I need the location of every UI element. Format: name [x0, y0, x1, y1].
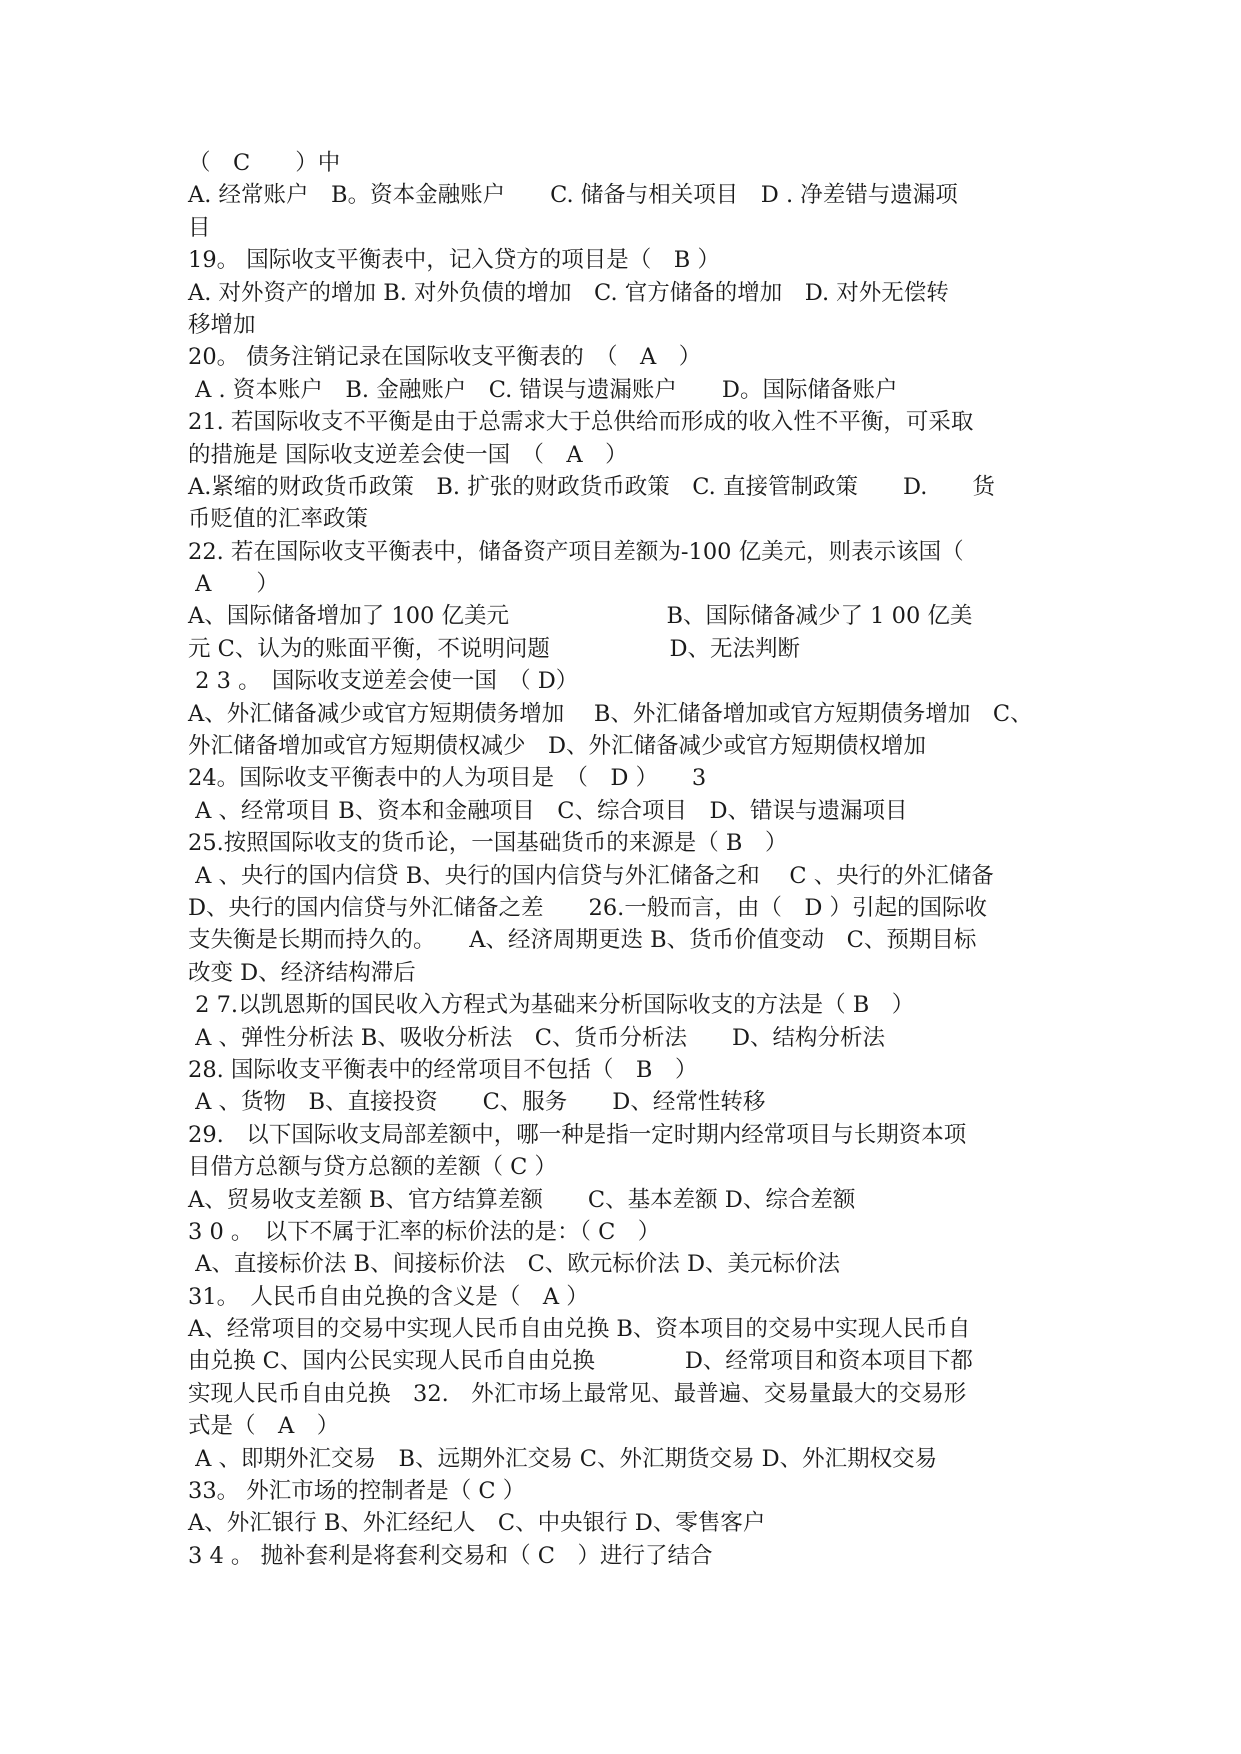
text-line: 21. 若国际收支不平衡是由于总需求大于总供给而形成的收入性不平衡，可采取: [188, 409, 974, 436]
text-line: 的措施是 国际收支逆差会使一国 （ A ）: [188, 441, 628, 468]
text-line: 28. 国际收支平衡表中的经常项目不包括（ B ）: [188, 1056, 698, 1083]
text-line: A 、货物 B、直接投资 C、服务 D、经常性转移: [188, 1089, 766, 1116]
text-line: A、外汇储备减少或官方短期债务增加 B、外汇储备增加或官方短期债务增加 C、: [188, 700, 1033, 727]
text-line: 2 7.以凯恩斯的国民收入方程式为基础来分析国际收支的方法是（ B ）: [188, 992, 915, 1019]
text-line: 移增加: [188, 311, 256, 338]
text-line: 实现人民币自由兑换 32. 外汇市场上最常见、最普遍、交易量最大的交易形: [188, 1380, 967, 1407]
text-line: A ）: [188, 571, 279, 598]
text-line: 目: [188, 214, 211, 241]
text-line: A. 经常账户 B。资本金融账户 C. 储备与相关项目 D . 净差错与遗漏项: [188, 182, 958, 209]
text-line: A、直接标价法 B、间接标价法 C、欧元标价法 D、美元标价法: [188, 1251, 840, 1278]
text-line: 20。 债务注销记录在国际收支平衡表的 （ A ）: [188, 344, 702, 371]
text-line: 24。国际收支平衡表中的人为项目是 （ D ） 3: [188, 765, 707, 792]
text-line: A、国际储备增加了 100 亿美元 B、国际储备减少了 1 00 亿美: [188, 603, 973, 630]
text-line: A、经常项目的交易中实现人民币自由兑换 B、资本项目的交易中实现人民币自: [188, 1316, 971, 1343]
text-line: 3 4 。 抛补套利是将套利交易和（ C ）进行了结合: [188, 1542, 713, 1569]
text-line: 目借方总额与贷方总额的差额（ C ）: [188, 1154, 558, 1181]
text-line: A.紧缩的财政货币政策 B. 扩张的财政货币政策 C. 直接管制政策 D. 货: [188, 473, 995, 500]
text-line: 支失衡是长期而持久的。 A、经济周期更迭 B、货币价值变动 C、预期目标: [188, 927, 977, 954]
text-line: D、央行的国内信贷与外汇储备之差 26.一般而言，由（ D ）引起的国际收: [188, 894, 988, 921]
text-line: 外汇储备增加或官方短期债权减少 D、外汇储备减少或官方短期债权增加: [188, 733, 927, 760]
text-line: 22. 若在国际收支平衡表中，储备资产项目差额为-100 亿美元，则表示该国（: [188, 538, 964, 565]
exam-question-text: [188, 147, 1088, 1572]
text-line: 19。 国际收支平衡表中，记入贷方的项目是（ B ）: [188, 247, 720, 274]
text-line: 式是（ A ）: [188, 1413, 340, 1440]
text-line: A 、弹性分析法 B、吸收分析法 C、货币分析法 D、结构分析法: [188, 1024, 885, 1051]
text-line: 29. 以下国际收支局部差额中，哪一种是指一定时期内经常项目与长期资本项: [188, 1121, 967, 1148]
text-line: A 、央行的国内信贷 B、央行的国内信贷与外汇储备之和 C 、央行的外汇储备: [188, 862, 994, 889]
text-line: 元 C、认为的账面平衡，不说明问题 D、无法判断: [188, 635, 801, 662]
text-line: 币贬值的汇率政策: [188, 506, 369, 533]
text-line: 25.按照国际收支的货币论，一国基础货币的来源是（ B ）: [188, 830, 788, 857]
text-line: A . 资本账户 B. 金融账户 C. 错误与遗漏账户 D。国际储备账户: [188, 376, 898, 403]
text-line: （ C ）中: [188, 150, 341, 176]
text-line: 31。 人民币自由兑换的含义是（ A ）: [188, 1283, 589, 1310]
text-line: A、贸易收支差额 B、官方结算差额 C、基本差额 D、综合差额: [188, 1186, 856, 1213]
text-line: 改变 D、经济结构滞后: [188, 959, 416, 986]
text-line: A 、经常项目 B、资本和金融项目 C、综合项目 D、错误与遗漏项目: [188, 797, 908, 824]
text-line: 33。 外汇市场的控制者是（ C ）: [188, 1478, 526, 1505]
text-line: A、外汇银行 B、外汇经纪人 C、中央银行 D、零售客户: [188, 1510, 766, 1537]
text-line: 由兑换 C、国内公民实现人民币自由兑换 D、经常项目和资本项目下都: [188, 1348, 973, 1375]
text-line: 2 3 。 国际收支逆差会使一国 （ D）: [188, 668, 579, 695]
text-line: A 、即期外汇交易 B、远期外汇交易 C、外汇期货交易 D、外汇期权交易: [188, 1445, 938, 1472]
text-line: 3 0 。 以下不属于汇率的标价法的是：（ C ）: [188, 1218, 661, 1245]
text-line: A. 对外资产的增加 B. 对外负债的增加 C. 官方储备的增加 D. 对外无偿转: [188, 279, 949, 306]
